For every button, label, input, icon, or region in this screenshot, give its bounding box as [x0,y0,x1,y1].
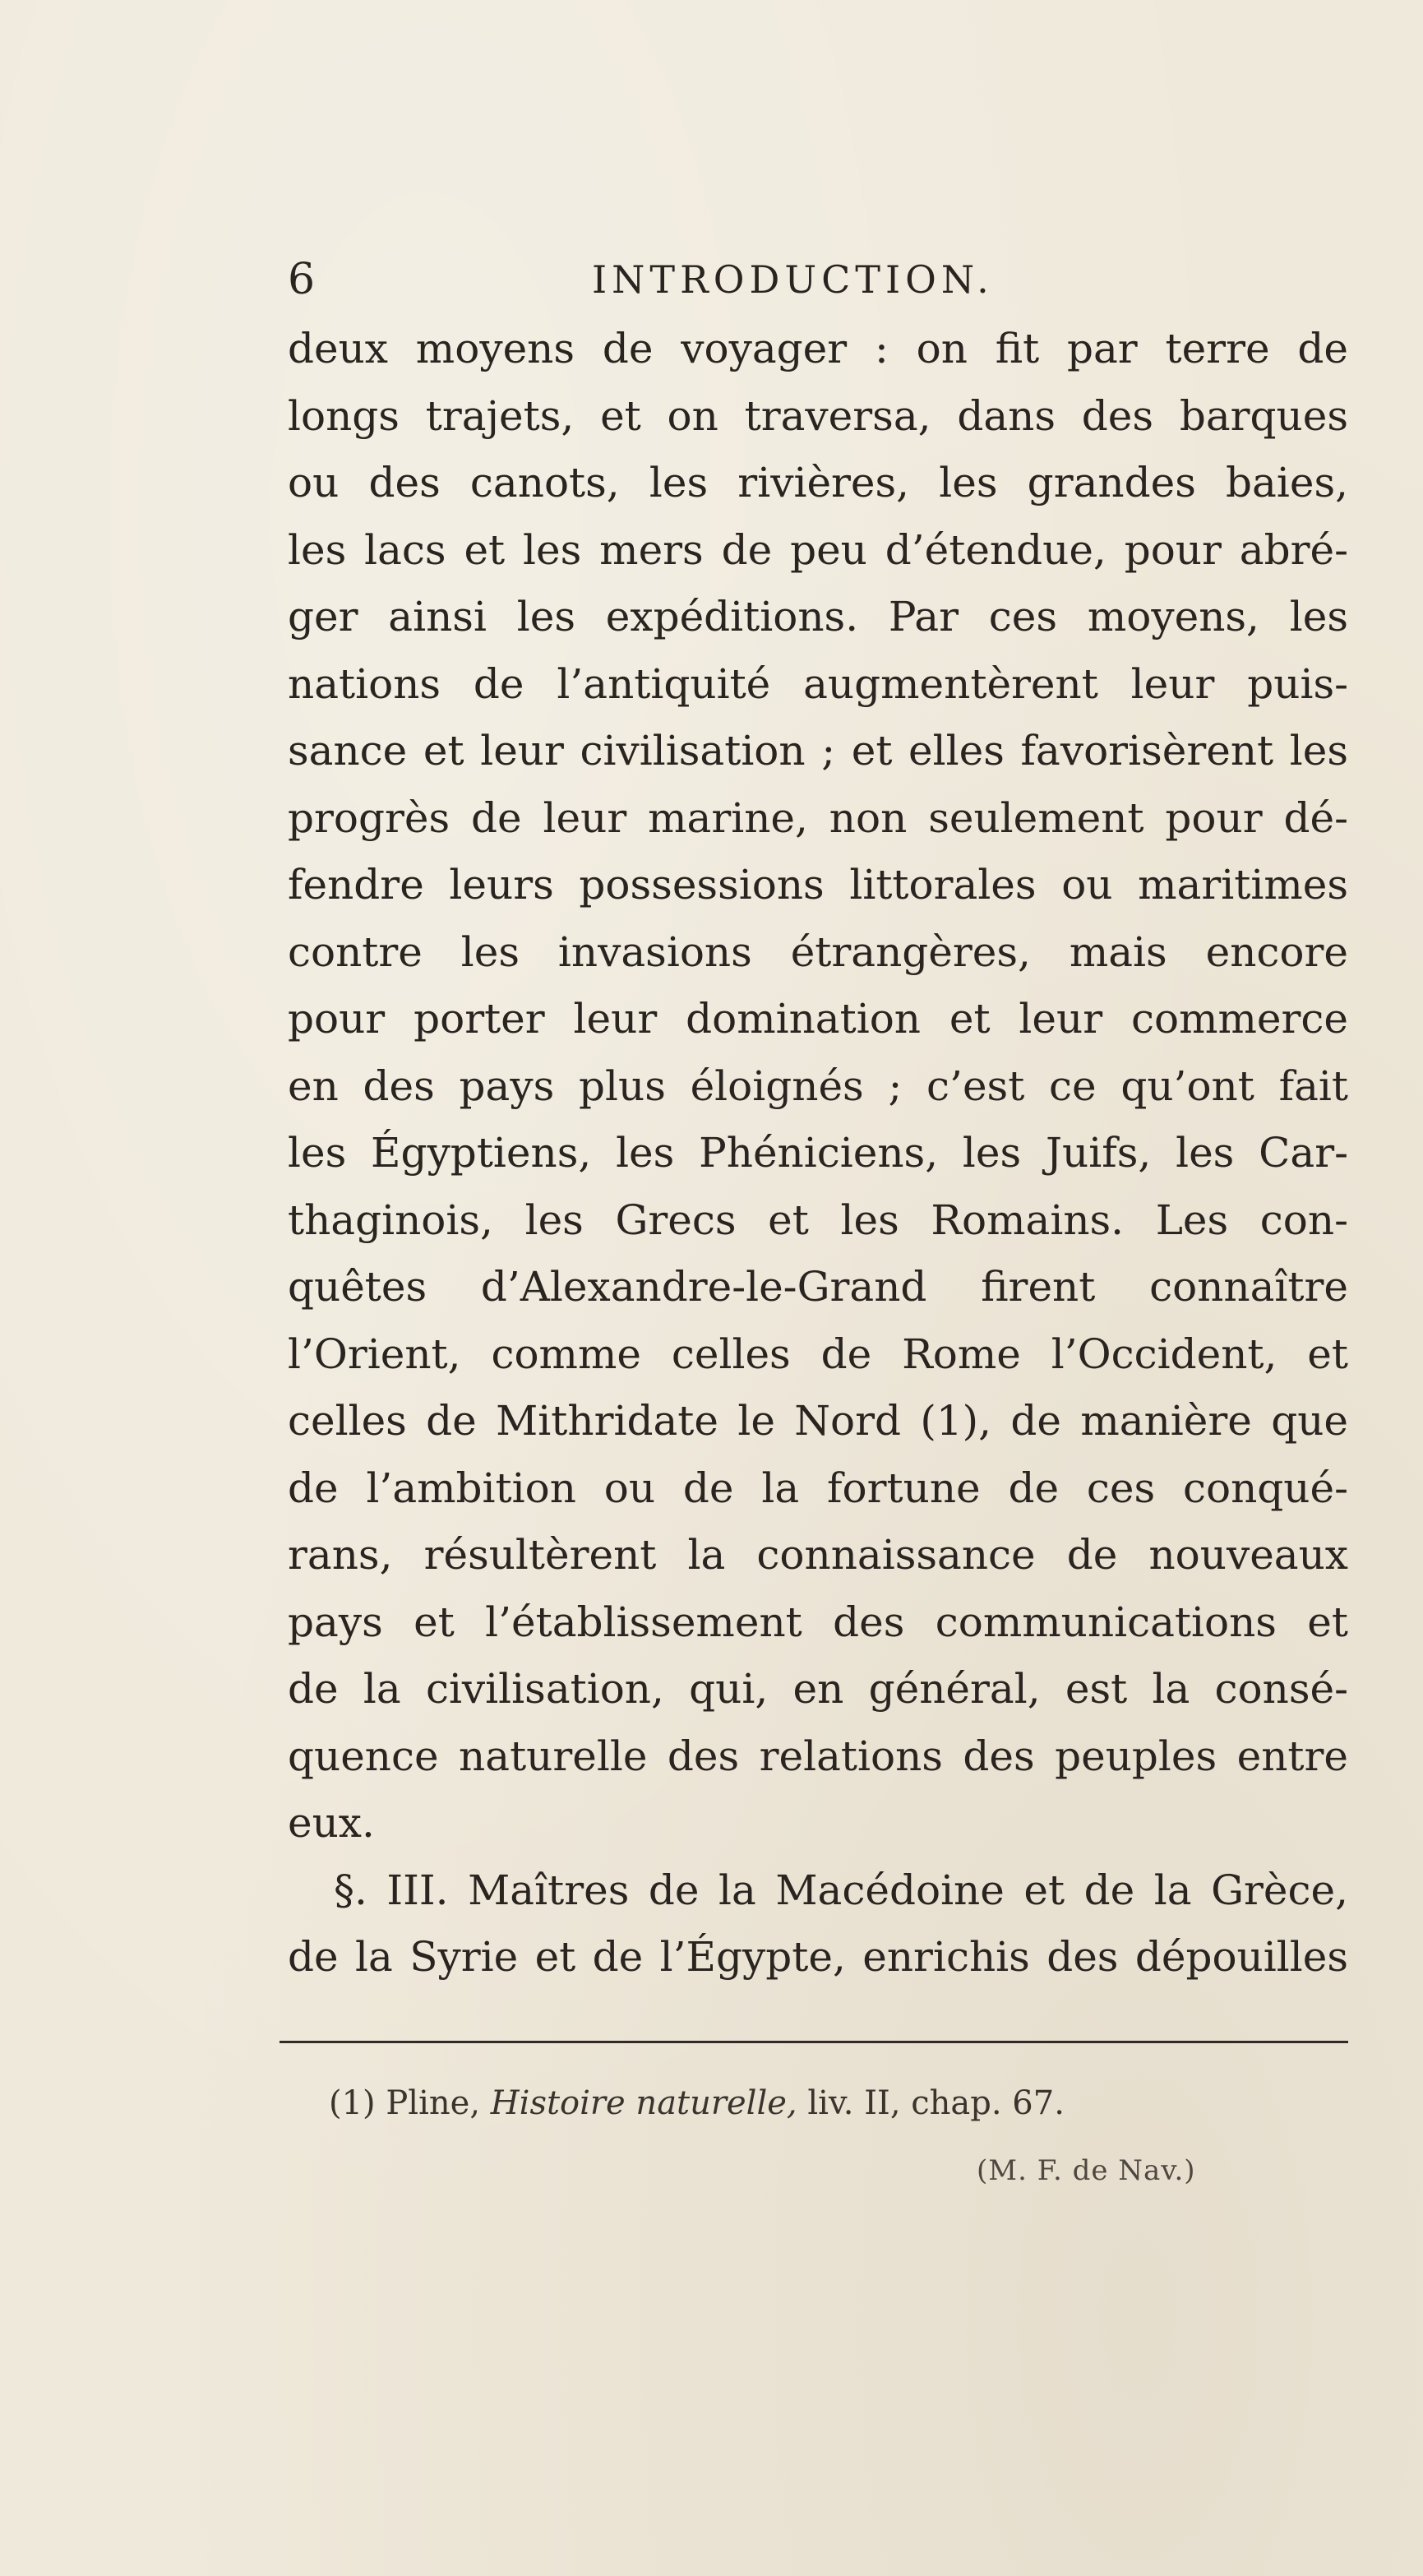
text-line: deux moyens de voyager : on fit par terre de [288,325,1348,372]
footnote-marker: (1) [329,2084,376,2122]
text-line: celles de Mithridate le Nord (1), de manière que [288,1397,1348,1445]
text-line: fendre leurs possessions littorales ou maritimes [288,861,1348,909]
text-line: l’Orient, comme celles de Rome l’Occident, et [288,1330,1348,1378]
text-line: pour porter leur domination et leur commerce [288,995,1348,1043]
page-header [288,247,1348,312]
text-line-paragraph-end: eux. [288,1799,375,1847]
text-line: ou des canots, les rivières, les grandes baies, [288,459,1348,506]
text-line: longs trajets, et on traversa, dans des barques [288,391,1348,440]
text-line: sance et leur civilisation ; et elles favorisèrent les [288,727,1348,775]
text-line: quêtes d’Alexandre-le-Grand firent connaître [288,1263,1348,1311]
text-line: ger ainsi les expéditions. Par ces moyens, les [288,593,1348,641]
footnote-work-title: Histoire naturelle, [490,2084,797,2122]
text-line: thaginois, les Grecs et les Romains. Les con- [288,1196,1348,1244]
text-line: de la civilisation, qui, en général, est la consé- [288,1665,1348,1713]
footnote [329,2080,1065,2126]
section-heading-line: §. III. Maîtres de la Macédoine et de la Grèce, [334,1866,1348,1914]
text-line: quence naturelle des relations des peuples entre [288,1732,1348,1780]
footnote-reference: liv. II, chap. 67. [807,2084,1065,2122]
text-line: de la Syrie et de l’Égypte, enrichis des dépouilles [288,1933,1348,1981]
text-line: contre les invasions étrangères, mais encore [288,927,1348,976]
text-line: progrès de leur marine, non seulement pour dé- [288,793,1348,842]
text-line: les lacs et les mers de peu d’étendue, pour abré- [288,525,1348,574]
text-line: les Égyptiens, les Phéniciens, les Juifs, les Car- [288,1129,1348,1177]
footnote-author: Pline, [386,2084,481,2122]
footnote-signature: (M. F. de Nav.) [977,2154,1196,2187]
text-line: nations de l’antiquité augmentèrent leur puis- [288,659,1348,708]
text-line: en des pays plus éloignés ; c’est ce qu’ont fait [288,1061,1348,1110]
text-line: rans, résultèrent la connaissance de nouveaux [288,1531,1348,1579]
text-line: de l’ambition ou de la fortune de ces conqué- [288,1464,1348,1512]
page-number: 6 [288,255,316,304]
text-line: pays et l’établissement des communications et [288,1598,1348,1646]
running-title: INTRODUCTION. [592,257,994,302]
footnote-divider [280,2041,1348,2043]
body-text [288,316,1348,1991]
